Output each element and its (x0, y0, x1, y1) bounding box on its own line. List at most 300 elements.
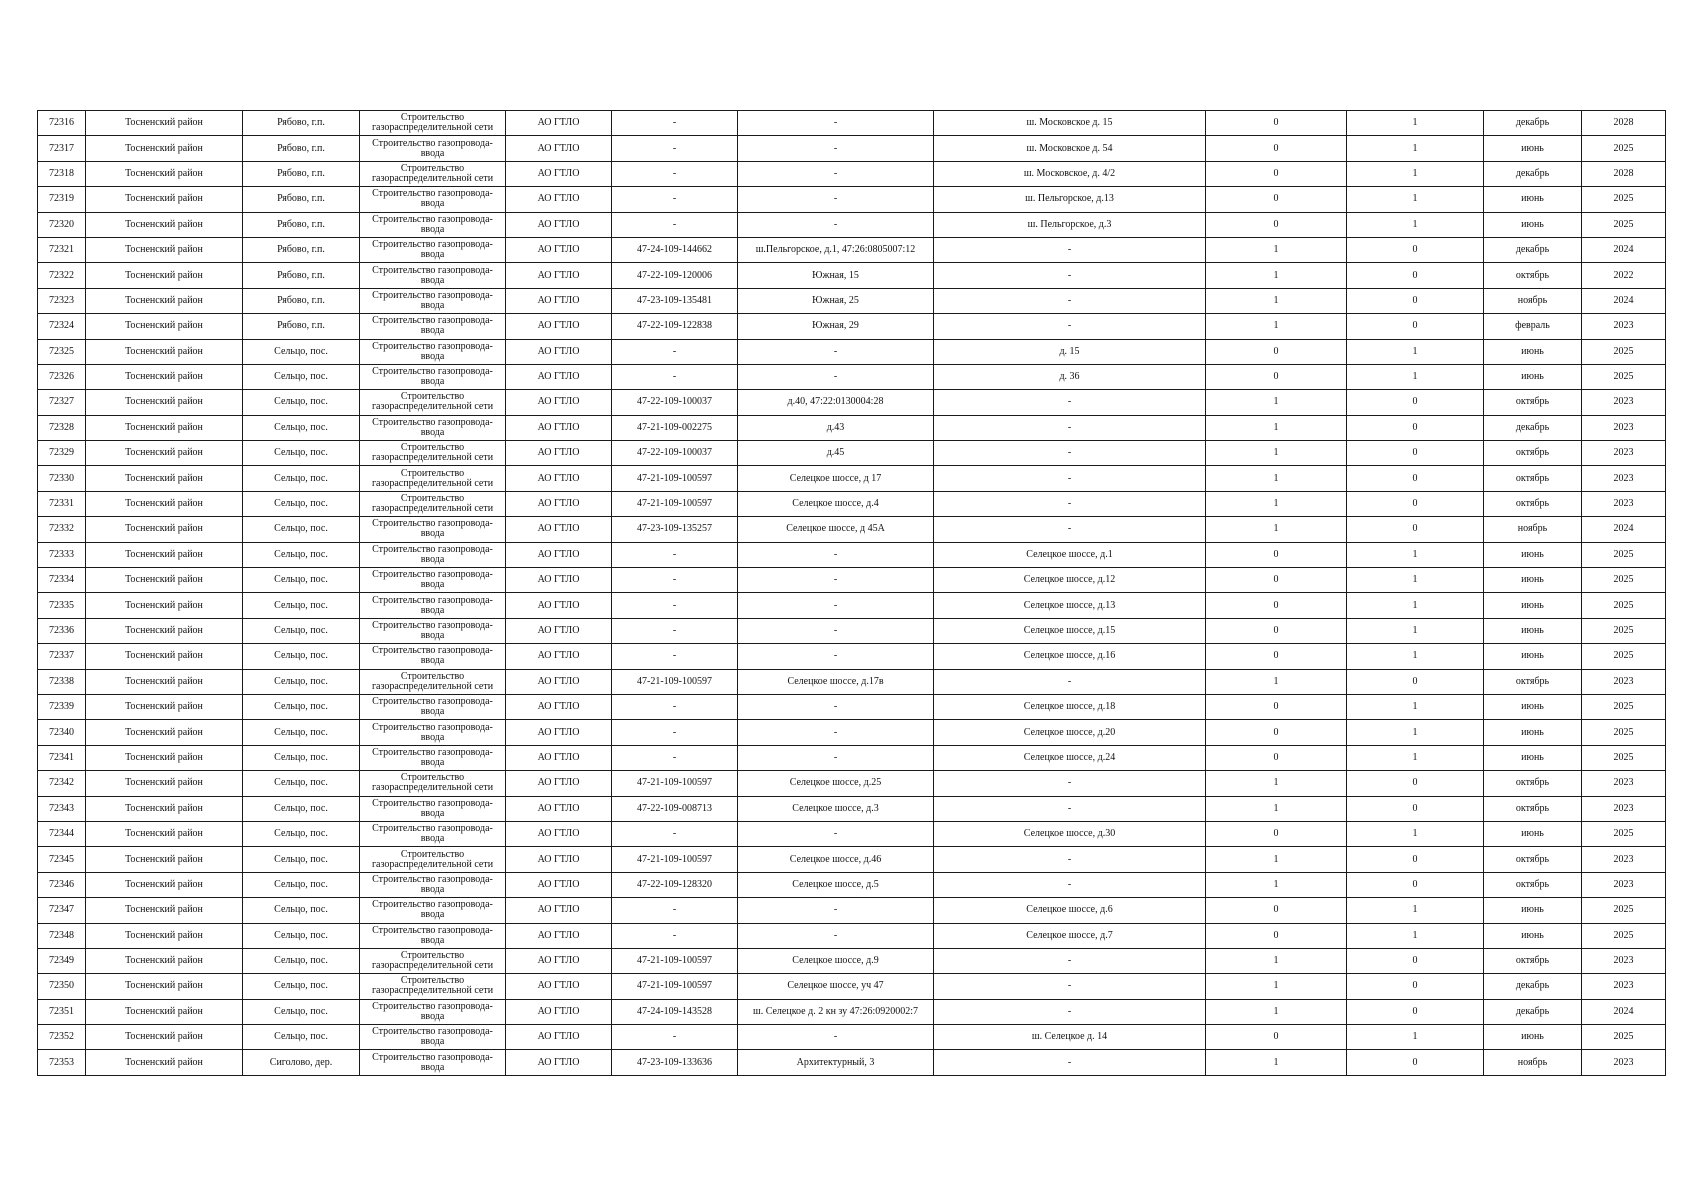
settlement-cell: Сельцо, пос. (243, 821, 360, 846)
address-cell: - (738, 898, 934, 923)
table-row (38, 568, 1666, 593)
settlement-cell: Сельцо, пос. (243, 847, 360, 872)
settlement-cell: Сельцо, пос. (243, 872, 360, 897)
month-cell: октябрь (1484, 390, 1582, 415)
table-row (38, 288, 1666, 313)
count-planned-cell: 1 (1347, 1025, 1484, 1050)
address-cell: - (738, 568, 934, 593)
count-done-cell: 1 (1206, 263, 1347, 288)
id-cell: 72343 (38, 796, 86, 821)
planned-address-cell: Селецкое шоссе, д.18 (934, 694, 1206, 719)
district-cell: Тосненский район (86, 364, 243, 389)
work-type-cell: Строительство газопровода-ввода (360, 745, 506, 770)
year-cell: 2023 (1582, 314, 1666, 339)
contract-number-cell: - (612, 339, 738, 364)
id-cell: 72351 (38, 999, 86, 1024)
count-done-cell: 0 (1206, 644, 1347, 669)
organization-cell: АО ГТЛО (506, 948, 612, 973)
count-planned-cell: 0 (1347, 974, 1484, 999)
contract-number-cell: 47-23-109-133636 (612, 1050, 738, 1075)
year-cell: 2023 (1582, 390, 1666, 415)
table-row (38, 898, 1666, 923)
address-cell: - (738, 745, 934, 770)
district-cell: Тосненский район (86, 517, 243, 542)
id-cell: 72338 (38, 669, 86, 694)
district-cell: Тосненский район (86, 999, 243, 1024)
id-cell: 72320 (38, 212, 86, 237)
address-cell: - (738, 1025, 934, 1050)
contract-number-cell: 47-22-109-122838 (612, 314, 738, 339)
count-planned-cell: 1 (1347, 898, 1484, 923)
year-cell: 2025 (1582, 618, 1666, 643)
organization-cell: АО ГТЛО (506, 872, 612, 897)
settlement-cell: Сельцо, пос. (243, 1025, 360, 1050)
organization-cell: АО ГТЛО (506, 187, 612, 212)
work-type-cell: Строительство газопровода-ввода (360, 263, 506, 288)
table-row (38, 542, 1666, 567)
contract-number-cell: - (612, 821, 738, 846)
district-cell: Тосненский район (86, 568, 243, 593)
count-planned-cell: 1 (1347, 212, 1484, 237)
planned-address-cell: ш. Московское д. 54 (934, 136, 1206, 161)
count-planned-cell: 0 (1347, 948, 1484, 973)
month-cell: декабрь (1484, 974, 1582, 999)
work-type-cell: Строительство газораспределительной сети (360, 847, 506, 872)
organization-cell: АО ГТЛО (506, 542, 612, 567)
count-done-cell: 0 (1206, 568, 1347, 593)
table-row (38, 974, 1666, 999)
district-cell: Тосненский район (86, 847, 243, 872)
id-cell: 72333 (38, 542, 86, 567)
contract-number-cell: - (612, 1025, 738, 1050)
year-cell: 2024 (1582, 517, 1666, 542)
count-done-cell: 1 (1206, 288, 1347, 313)
address-cell: - (738, 161, 934, 186)
planned-address-cell: - (934, 441, 1206, 466)
organization-cell: АО ГТЛО (506, 517, 612, 542)
district-cell: Тосненский район (86, 542, 243, 567)
year-cell: 2028 (1582, 161, 1666, 186)
id-cell: 72350 (38, 974, 86, 999)
planned-address-cell: - (934, 466, 1206, 491)
work-type-cell: Строительство газопровода-ввода (360, 898, 506, 923)
work-type-cell: Строительство газораспределительной сети (360, 441, 506, 466)
count-planned-cell: 0 (1347, 237, 1484, 262)
district-cell: Тосненский район (86, 161, 243, 186)
contract-number-cell: 47-22-109-008713 (612, 796, 738, 821)
year-cell: 2025 (1582, 1025, 1666, 1050)
contract-number-cell: 47-22-109-100037 (612, 390, 738, 415)
month-cell: декабрь (1484, 161, 1582, 186)
work-type-cell: Строительство газопровода-ввода (360, 187, 506, 212)
planned-address-cell: ш. Селецкое д. 14 (934, 1025, 1206, 1050)
count-planned-cell: 0 (1347, 314, 1484, 339)
planned-address-cell: - (934, 288, 1206, 313)
work-type-cell: Строительство газораспределительной сети (360, 466, 506, 491)
month-cell: июнь (1484, 618, 1582, 643)
contract-number-cell: 47-23-109-135257 (612, 517, 738, 542)
address-cell: - (738, 821, 934, 846)
month-cell: октябрь (1484, 669, 1582, 694)
year-cell: 2023 (1582, 796, 1666, 821)
count-done-cell: 0 (1206, 187, 1347, 212)
address-cell: Селецкое шоссе, д.17в (738, 669, 934, 694)
settlement-cell: Сельцо, пос. (243, 441, 360, 466)
year-cell: 2023 (1582, 415, 1666, 440)
table-body (38, 111, 1666, 1076)
planned-address-cell: Селецкое шоссе, д.13 (934, 593, 1206, 618)
work-type-cell: Строительство газопровода-ввода (360, 1025, 506, 1050)
organization-cell: АО ГТЛО (506, 339, 612, 364)
year-cell: 2025 (1582, 339, 1666, 364)
month-cell: октябрь (1484, 466, 1582, 491)
address-cell: - (738, 136, 934, 161)
id-cell: 72337 (38, 644, 86, 669)
table-row (38, 694, 1666, 719)
address-cell: - (738, 618, 934, 643)
planned-address-cell: Селецкое шоссе, д.12 (934, 568, 1206, 593)
address-cell: - (738, 212, 934, 237)
work-type-cell: Строительство газопровода-ввода (360, 694, 506, 719)
work-type-cell: Строительство газораспределительной сети (360, 390, 506, 415)
count-planned-cell: 1 (1347, 187, 1484, 212)
id-cell: 72326 (38, 364, 86, 389)
month-cell: ноябрь (1484, 1050, 1582, 1075)
district-cell: Тосненский район (86, 593, 243, 618)
planned-address-cell: - (934, 390, 1206, 415)
address-cell: Южная, 15 (738, 263, 934, 288)
work-type-cell: Строительство газопровода-ввода (360, 720, 506, 745)
count-done-cell: 0 (1206, 161, 1347, 186)
count-planned-cell: 1 (1347, 111, 1484, 136)
count-done-cell: 0 (1206, 898, 1347, 923)
id-cell: 72339 (38, 694, 86, 719)
count-done-cell: 0 (1206, 593, 1347, 618)
contract-number-cell: - (612, 542, 738, 567)
district-cell: Тосненский район (86, 618, 243, 643)
planned-address-cell: Селецкое шоссе, д.7 (934, 923, 1206, 948)
id-cell: 72342 (38, 771, 86, 796)
month-cell: октябрь (1484, 263, 1582, 288)
year-cell: 2025 (1582, 720, 1666, 745)
count-planned-cell: 1 (1347, 821, 1484, 846)
id-cell: 72330 (38, 466, 86, 491)
settlement-cell: Сельцо, пос. (243, 593, 360, 618)
count-planned-cell: 0 (1347, 491, 1484, 516)
year-cell: 2023 (1582, 491, 1666, 516)
year-cell: 2023 (1582, 872, 1666, 897)
contract-number-cell: 47-23-109-135481 (612, 288, 738, 313)
contract-number-cell: - (612, 898, 738, 923)
planned-address-cell: д. 36 (934, 364, 1206, 389)
month-cell: октябрь (1484, 948, 1582, 973)
contract-number-cell: 47-21-109-100597 (612, 466, 738, 491)
year-cell: 2025 (1582, 745, 1666, 770)
district-cell: Тосненский район (86, 1050, 243, 1075)
district-cell: Тосненский район (86, 466, 243, 491)
work-type-cell: Строительство газопровода-ввода (360, 593, 506, 618)
work-type-cell: Строительство газопровода-ввода (360, 364, 506, 389)
month-cell: июнь (1484, 136, 1582, 161)
year-cell: 2028 (1582, 111, 1666, 136)
settlement-cell: Сельцо, пос. (243, 694, 360, 719)
planned-address-cell: Селецкое шоссе, д.16 (934, 644, 1206, 669)
table-row (38, 669, 1666, 694)
address-cell: Селецкое шоссе, уч 47 (738, 974, 934, 999)
contract-number-cell: - (612, 593, 738, 618)
settlement-cell: Рябово, г.п. (243, 136, 360, 161)
district-cell: Тосненский район (86, 263, 243, 288)
work-type-cell: Строительство газопровода-ввода (360, 136, 506, 161)
count-done-cell: 1 (1206, 1050, 1347, 1075)
table-row (38, 415, 1666, 440)
id-cell: 72327 (38, 390, 86, 415)
id-cell: 72346 (38, 872, 86, 897)
id-cell: 72344 (38, 821, 86, 846)
year-cell: 2023 (1582, 847, 1666, 872)
address-cell: - (738, 187, 934, 212)
organization-cell: АО ГТЛО (506, 568, 612, 593)
address-cell: Селецкое шоссе, д.5 (738, 872, 934, 897)
organization-cell: АО ГТЛО (506, 212, 612, 237)
work-type-cell: Строительство газопровода-ввода (360, 542, 506, 567)
address-cell: Селецкое шоссе, д.3 (738, 796, 934, 821)
organization-cell: АО ГТЛО (506, 1050, 612, 1075)
contract-number-cell: 47-21-109-100597 (612, 771, 738, 796)
address-cell: Селецкое шоссе, д.4 (738, 491, 934, 516)
address-cell: ш.Пельгорское, д.1, 47:26:0805007:12 (738, 237, 934, 262)
id-cell: 72345 (38, 847, 86, 872)
year-cell: 2023 (1582, 466, 1666, 491)
table-row (38, 161, 1666, 186)
work-type-cell: Строительство газопровода-ввода (360, 1050, 506, 1075)
count-planned-cell: 1 (1347, 136, 1484, 161)
count-planned-cell: 1 (1347, 593, 1484, 618)
month-cell: июнь (1484, 187, 1582, 212)
planned-address-cell: ш. Московское д. 15 (934, 111, 1206, 136)
count-planned-cell: 0 (1347, 263, 1484, 288)
count-planned-cell: 0 (1347, 288, 1484, 313)
month-cell: октябрь (1484, 872, 1582, 897)
planned-address-cell: - (934, 415, 1206, 440)
contract-number-cell: 47-21-109-100597 (612, 948, 738, 973)
organization-cell: АО ГТЛО (506, 923, 612, 948)
settlement-cell: Рябово, г.п. (243, 187, 360, 212)
count-done-cell: 0 (1206, 212, 1347, 237)
count-done-cell: 1 (1206, 999, 1347, 1024)
month-cell: июнь (1484, 568, 1582, 593)
settlement-cell: Сельцо, пос. (243, 923, 360, 948)
district-cell: Тосненский район (86, 111, 243, 136)
contract-number-cell: - (612, 364, 738, 389)
organization-cell: АО ГТЛО (506, 974, 612, 999)
work-type-cell: Строительство газопровода-ввода (360, 415, 506, 440)
id-cell: 72335 (38, 593, 86, 618)
count-done-cell: 1 (1206, 948, 1347, 973)
address-cell: - (738, 720, 934, 745)
address-cell: д.45 (738, 441, 934, 466)
count-done-cell: 1 (1206, 491, 1347, 516)
settlement-cell: Сельцо, пос. (243, 720, 360, 745)
work-type-cell: Строительство газопровода-ввода (360, 339, 506, 364)
id-cell: 72347 (38, 898, 86, 923)
planned-address-cell: д. 15 (934, 339, 1206, 364)
table-row (38, 847, 1666, 872)
work-type-cell: Строительство газопровода-ввода (360, 923, 506, 948)
district-cell: Тосненский район (86, 1025, 243, 1050)
address-cell: - (738, 644, 934, 669)
settlement-cell: Рябово, г.п. (243, 237, 360, 262)
district-cell: Тосненский район (86, 491, 243, 516)
organization-cell: АО ГТЛО (506, 821, 612, 846)
month-cell: октябрь (1484, 847, 1582, 872)
organization-cell: АО ГТЛО (506, 796, 612, 821)
organization-cell: АО ГТЛО (506, 491, 612, 516)
month-cell: февраль (1484, 314, 1582, 339)
planned-address-cell: - (934, 999, 1206, 1024)
organization-cell: АО ГТЛО (506, 415, 612, 440)
district-cell: Тосненский район (86, 339, 243, 364)
settlement-cell: Рябово, г.п. (243, 161, 360, 186)
settlement-cell: Сельцо, пос. (243, 948, 360, 973)
organization-cell: АО ГТЛО (506, 136, 612, 161)
settlement-cell: Рябово, г.п. (243, 288, 360, 313)
district-cell: Тосненский район (86, 898, 243, 923)
settlement-cell: Сельцо, пос. (243, 974, 360, 999)
id-cell: 72317 (38, 136, 86, 161)
count-planned-cell: 0 (1347, 771, 1484, 796)
table-row (38, 339, 1666, 364)
count-planned-cell: 1 (1347, 568, 1484, 593)
settlement-cell: Сельцо, пос. (243, 491, 360, 516)
count-done-cell: 0 (1206, 618, 1347, 643)
organization-cell: АО ГТЛО (506, 720, 612, 745)
contract-number-cell: - (612, 720, 738, 745)
year-cell: 2025 (1582, 923, 1666, 948)
table-row (38, 720, 1666, 745)
table-row (38, 745, 1666, 770)
address-cell: ш. Селецкое д. 2 кн зу 47:26:0920002:7 (738, 999, 934, 1024)
month-cell: декабрь (1484, 415, 1582, 440)
planned-address-cell: - (934, 491, 1206, 516)
settlement-cell: Рябово, г.п. (243, 212, 360, 237)
id-cell: 72349 (38, 948, 86, 973)
count-planned-cell: 0 (1347, 466, 1484, 491)
organization-cell: АО ГТЛО (506, 745, 612, 770)
month-cell: декабрь (1484, 999, 1582, 1024)
year-cell: 2023 (1582, 1050, 1666, 1075)
month-cell: октябрь (1484, 491, 1582, 516)
planned-address-cell: ш. Пельгорское, д.13 (934, 187, 1206, 212)
month-cell: октябрь (1484, 796, 1582, 821)
count-planned-cell: 0 (1347, 517, 1484, 542)
month-cell: июнь (1484, 694, 1582, 719)
table-row (38, 491, 1666, 516)
work-type-cell: Строительство газопровода-ввода (360, 796, 506, 821)
table-row (38, 441, 1666, 466)
district-cell: Тосненский район (86, 187, 243, 212)
id-cell: 72353 (38, 1050, 86, 1075)
id-cell: 72319 (38, 187, 86, 212)
planned-address-cell: - (934, 974, 1206, 999)
organization-cell: АО ГТЛО (506, 314, 612, 339)
address-cell: Селецкое шоссе, д.9 (738, 948, 934, 973)
settlement-cell: Рябово, г.п. (243, 263, 360, 288)
table-row (38, 466, 1666, 491)
address-cell: Селецкое шоссе, д.25 (738, 771, 934, 796)
planned-address-cell: - (934, 263, 1206, 288)
table-row (38, 212, 1666, 237)
address-cell: д.43 (738, 415, 934, 440)
district-cell: Тосненский район (86, 923, 243, 948)
address-cell: Селецкое шоссе, д.46 (738, 847, 934, 872)
year-cell: 2025 (1582, 136, 1666, 161)
work-type-cell: Строительство газопровода-ввода (360, 821, 506, 846)
year-cell: 2025 (1582, 212, 1666, 237)
settlement-cell: Сельцо, пос. (243, 745, 360, 770)
count-done-cell: 0 (1206, 821, 1347, 846)
table-row (38, 136, 1666, 161)
count-done-cell: 0 (1206, 339, 1347, 364)
planned-address-cell: - (934, 847, 1206, 872)
id-cell: 72325 (38, 339, 86, 364)
count-planned-cell: 1 (1347, 923, 1484, 948)
contract-number-cell: - (612, 136, 738, 161)
id-cell: 72318 (38, 161, 86, 186)
planned-address-cell: ш. Пельгорское, д.3 (934, 212, 1206, 237)
count-planned-cell: 1 (1347, 339, 1484, 364)
count-done-cell: 1 (1206, 974, 1347, 999)
organization-cell: АО ГТЛО (506, 364, 612, 389)
contract-number-cell: 47-22-109-128320 (612, 872, 738, 897)
count-done-cell: 1 (1206, 390, 1347, 415)
organization-cell: АО ГТЛО (506, 618, 612, 643)
address-cell: Южная, 25 (738, 288, 934, 313)
planned-address-cell: - (934, 872, 1206, 897)
table-row (38, 364, 1666, 389)
settlement-cell: Сельцо, пос. (243, 999, 360, 1024)
contract-number-cell: 47-22-109-100037 (612, 441, 738, 466)
id-cell: 72323 (38, 288, 86, 313)
organization-cell: АО ГТЛО (506, 161, 612, 186)
month-cell: ноябрь (1484, 288, 1582, 313)
year-cell: 2023 (1582, 669, 1666, 694)
month-cell: октябрь (1484, 771, 1582, 796)
count-planned-cell: 1 (1347, 161, 1484, 186)
table-row (38, 872, 1666, 897)
count-done-cell: 0 (1206, 923, 1347, 948)
table-row (38, 111, 1666, 136)
count-done-cell: 1 (1206, 441, 1347, 466)
planned-address-cell: Селецкое шоссе, д.30 (934, 821, 1206, 846)
month-cell: июнь (1484, 745, 1582, 770)
work-type-cell: Строительство газопровода-ввода (360, 212, 506, 237)
district-cell: Тосненский район (86, 669, 243, 694)
address-cell: - (738, 694, 934, 719)
contract-number-cell: - (612, 111, 738, 136)
month-cell: июнь (1484, 821, 1582, 846)
id-cell: 72348 (38, 923, 86, 948)
count-planned-cell: 0 (1347, 847, 1484, 872)
contract-number-cell: - (612, 618, 738, 643)
year-cell: 2025 (1582, 593, 1666, 618)
work-type-cell: Строительство газораспределительной сети (360, 771, 506, 796)
settlement-cell: Сельцо, пос. (243, 542, 360, 567)
planned-address-cell: ш. Московское, д. 4/2 (934, 161, 1206, 186)
planned-address-cell: Селецкое шоссе, д.1 (934, 542, 1206, 567)
month-cell: июнь (1484, 1025, 1582, 1050)
count-planned-cell: 1 (1347, 618, 1484, 643)
